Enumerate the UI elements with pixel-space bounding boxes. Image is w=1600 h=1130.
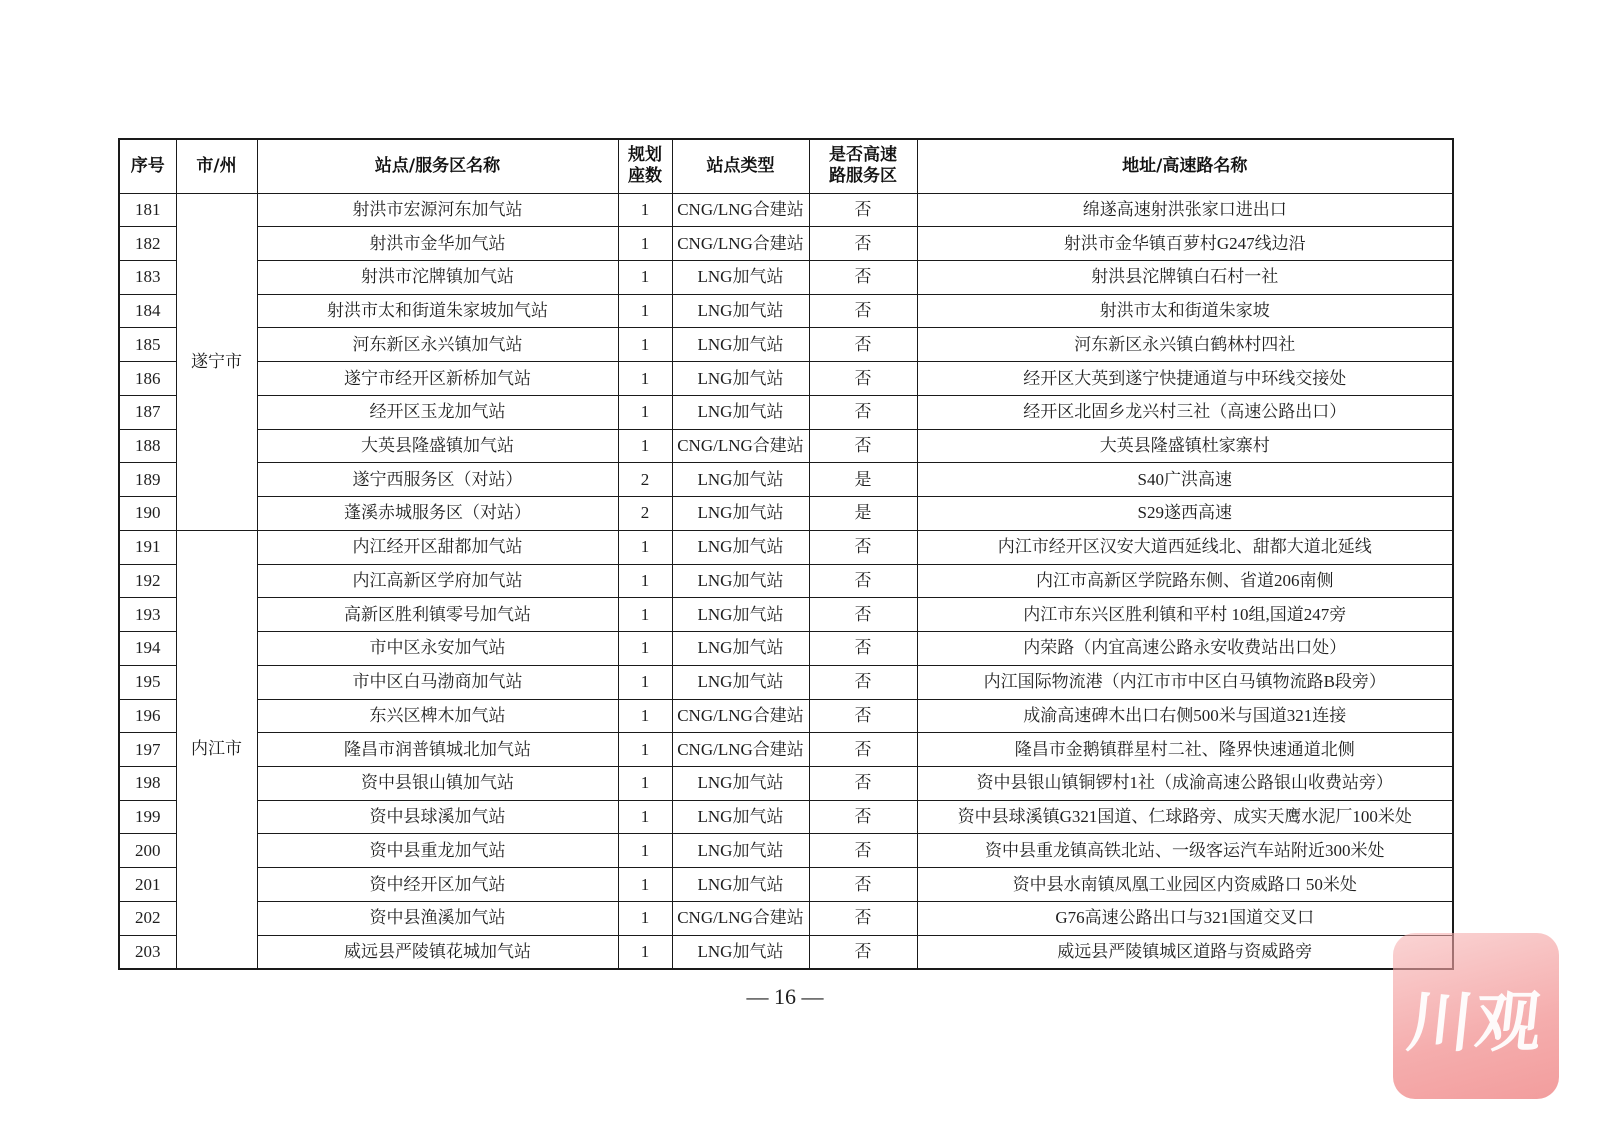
station-name-cell: 高新区胜利镇零号加气站 — [257, 598, 618, 632]
header-address: 地址/高速路名称 — [917, 139, 1453, 193]
station-type-cell: LNG加气站 — [672, 564, 809, 598]
header-planned-count-line2: 座数 — [628, 166, 662, 187]
highway-service-area-cell: 否 — [809, 598, 917, 632]
row-number-cell: 187 — [119, 395, 176, 429]
row-number-cell: 202 — [119, 901, 176, 935]
planned-count-cell: 1 — [618, 632, 672, 666]
watermark-logo — [1393, 933, 1559, 1099]
station-type-cell: LNG加气站 — [672, 497, 809, 531]
highway-service-area-cell: 否 — [809, 260, 917, 294]
station-name-cell: 资中县重龙加气站 — [257, 834, 618, 868]
highway-service-area-cell: 否 — [809, 193, 917, 227]
highway-service-area-cell: 否 — [809, 665, 917, 699]
row-number-cell: 198 — [119, 766, 176, 800]
station-type-cell: LNG加气站 — [672, 935, 809, 969]
station-type-cell: LNG加气站 — [672, 834, 809, 868]
planned-count-cell: 1 — [618, 362, 672, 396]
table-row — [119, 362, 1453, 396]
station-name-cell: 射洪市太和街道朱家坡加气站 — [257, 294, 618, 328]
watermark-text: 川观 — [1403, 983, 1548, 1061]
address-cell: 资中县银山镇铜锣村1社（成渝高速公路银山收费站旁） — [917, 766, 1453, 800]
row-number-cell: 196 — [119, 699, 176, 733]
table-row — [119, 395, 1453, 429]
highway-service-area-cell: 否 — [809, 564, 917, 598]
row-number-cell: 183 — [119, 260, 176, 294]
station-name-cell: 大英县隆盛镇加气站 — [257, 429, 618, 463]
address-cell: 绵遂高速射洪张家口进出口 — [917, 193, 1453, 227]
highway-service-area-cell: 否 — [809, 766, 917, 800]
planned-count-cell: 1 — [618, 429, 672, 463]
highway-service-area-cell: 否 — [809, 294, 917, 328]
address-cell: 内江市经开区汉安大道西延线北、甜都大道北延线 — [917, 530, 1453, 564]
station-name-cell: 射洪市沱牌镇加气站 — [257, 260, 618, 294]
address-cell: 射洪市太和街道朱家坡 — [917, 294, 1453, 328]
table-row — [119, 463, 1453, 497]
address-cell: 成渝高速碑木出口右侧500米与国道321连接 — [917, 699, 1453, 733]
station-type-cell: CNG/LNG合建站 — [672, 733, 809, 767]
header-highway-line1: 是否高速 — [829, 145, 897, 166]
address-cell: 内江市高新区学院路东侧、省道206南侧 — [917, 564, 1453, 598]
highway-service-area-cell: 否 — [809, 901, 917, 935]
address-cell: 资中县水南镇凤凰工业园区内资威路口 50米处 — [917, 868, 1453, 902]
table-row — [119, 935, 1453, 969]
table-row — [119, 733, 1453, 767]
station-name-cell: 市中区永安加气站 — [257, 632, 618, 666]
planned-count-cell: 1 — [618, 901, 672, 935]
header-station-name: 站点/服务区名称 — [257, 139, 618, 193]
station-type-cell: LNG加气站 — [672, 868, 809, 902]
address-cell: 隆昌市金鹅镇群星村二社、隆界快速通道北侧 — [917, 733, 1453, 767]
table-row — [119, 429, 1453, 463]
address-cell: 内江国际物流港（内江市市中区白马镇物流路B段旁） — [917, 665, 1453, 699]
station-type-cell: CNG/LNG合建站 — [672, 429, 809, 463]
station-type-cell: CNG/LNG合建站 — [672, 227, 809, 261]
row-number-cell: 191 — [119, 530, 176, 564]
station-name-cell: 内江高新区学府加气站 — [257, 564, 618, 598]
planned-count-cell: 2 — [618, 497, 672, 531]
city-cell: 遂宁市 — [176, 193, 257, 530]
table-row — [119, 699, 1453, 733]
row-number-cell: 199 — [119, 800, 176, 834]
address-cell: 河东新区永兴镇白鹤林村四社 — [917, 328, 1453, 362]
address-cell: S29遂西高速 — [917, 497, 1453, 531]
highway-service-area-cell: 否 — [809, 935, 917, 969]
station-name-cell: 资中县球溪加气站 — [257, 800, 618, 834]
station-name-cell: 内江经开区甜都加气站 — [257, 530, 618, 564]
row-number-cell: 195 — [119, 665, 176, 699]
highway-service-area-cell: 否 — [809, 800, 917, 834]
station-name-cell: 资中县银山镇加气站 — [257, 766, 618, 800]
station-type-cell: LNG加气站 — [672, 766, 809, 800]
table-row — [119, 766, 1453, 800]
planned-count-cell: 1 — [618, 328, 672, 362]
planned-count-cell: 1 — [618, 564, 672, 598]
station-name-cell: 蓬溪赤城服务区（对站） — [257, 497, 618, 531]
station-name-cell: 隆昌市润普镇城北加气站 — [257, 733, 618, 767]
table-row — [119, 834, 1453, 868]
planned-count-cell: 1 — [618, 227, 672, 261]
station-type-cell: LNG加气站 — [672, 530, 809, 564]
station-name-cell: 射洪市金华加气站 — [257, 227, 618, 261]
station-name-cell: 遂宁西服务区（对站） — [257, 463, 618, 497]
station-name-cell: 东兴区椑木加气站 — [257, 699, 618, 733]
city-cell: 内江市 — [176, 530, 257, 969]
header-highway-service-area — [809, 139, 917, 193]
planned-count-cell: 1 — [618, 260, 672, 294]
header-station-type: 站点类型 — [672, 139, 809, 193]
planned-count-cell: 1 — [618, 193, 672, 227]
station-name-cell: 资中县渔溪加气站 — [257, 901, 618, 935]
highway-service-area-cell: 否 — [809, 632, 917, 666]
highway-service-area-cell: 否 — [809, 530, 917, 564]
station-type-cell: CNG/LNG合建站 — [672, 699, 809, 733]
station-type-cell: LNG加气站 — [672, 598, 809, 632]
station-name-cell: 资中经开区加气站 — [257, 868, 618, 902]
highway-service-area-cell: 否 — [809, 699, 917, 733]
table-row — [119, 564, 1453, 598]
table-row — [119, 665, 1453, 699]
address-cell: 经开区北固乡龙兴村三社（高速公路出口） — [917, 395, 1453, 429]
planned-count-cell: 1 — [618, 294, 672, 328]
table-row — [119, 497, 1453, 531]
planned-count-cell: 1 — [618, 834, 672, 868]
planned-count-cell: 1 — [618, 800, 672, 834]
stations-table — [118, 138, 1454, 970]
row-number-cell: 184 — [119, 294, 176, 328]
row-number-cell: 189 — [119, 463, 176, 497]
header-highway-line2: 路服务区 — [829, 166, 897, 187]
planned-count-cell: 1 — [618, 665, 672, 699]
station-name-cell: 遂宁市经开区新桥加气站 — [257, 362, 618, 396]
table-row — [119, 294, 1453, 328]
address-cell: 内荣路（内宜高速公路永安收费站出口处） — [917, 632, 1453, 666]
station-type-cell: LNG加气站 — [672, 665, 809, 699]
planned-count-cell: 1 — [618, 935, 672, 969]
highway-service-area-cell: 是 — [809, 463, 917, 497]
row-number-cell: 201 — [119, 868, 176, 902]
row-number-cell: 185 — [119, 328, 176, 362]
station-name-cell: 市中区白马渤商加气站 — [257, 665, 618, 699]
row-number-cell: 190 — [119, 497, 176, 531]
station-name-cell: 河东新区永兴镇加气站 — [257, 328, 618, 362]
address-cell: G76高速公路出口与321国道交叉口 — [917, 901, 1453, 935]
planned-count-cell: 2 — [618, 463, 672, 497]
address-cell: 资中县球溪镇G321国道、仁球路旁、成实天鹰水泥厂100米处 — [917, 800, 1453, 834]
address-cell: 威远县严陵镇城区道路与资威路旁 — [917, 935, 1453, 969]
planned-count-cell: 1 — [618, 733, 672, 767]
station-name-cell: 经开区玉龙加气站 — [257, 395, 618, 429]
address-cell: 经开区大英到遂宁快捷通道与中环线交接处 — [917, 362, 1453, 396]
station-type-cell: CNG/LNG合建站 — [672, 193, 809, 227]
header-planned-count-line1: 规划 — [628, 145, 662, 166]
table-body — [119, 193, 1453, 969]
row-number-cell: 200 — [119, 834, 176, 868]
header-city: 市/州 — [176, 139, 257, 193]
highway-service-area-cell: 否 — [809, 733, 917, 767]
highway-service-area-cell: 否 — [809, 362, 917, 396]
table-row — [119, 193, 1453, 227]
row-number-cell: 193 — [119, 598, 176, 632]
planned-count-cell: 1 — [618, 699, 672, 733]
station-type-cell: LNG加气站 — [672, 362, 809, 396]
address-cell: 大英县隆盛镇杜家寨村 — [917, 429, 1453, 463]
row-number-cell: 203 — [119, 935, 176, 969]
address-cell: 射洪市金华镇百萝村G247线边沿 — [917, 227, 1453, 261]
address-cell: 资中县重龙镇高铁北站、一级客运汽车站附近300米处 — [917, 834, 1453, 868]
address-cell: 射洪县沱牌镇白石村一社 — [917, 260, 1453, 294]
station-type-cell: LNG加气站 — [672, 632, 809, 666]
address-cell: S40广洪高速 — [917, 463, 1453, 497]
highway-service-area-cell: 是 — [809, 497, 917, 531]
planned-count-cell: 1 — [618, 868, 672, 902]
table-row — [119, 260, 1453, 294]
row-number-cell: 192 — [119, 564, 176, 598]
highway-service-area-cell: 否 — [809, 429, 917, 463]
station-type-cell: LNG加气站 — [672, 800, 809, 834]
planned-count-cell: 1 — [618, 766, 672, 800]
header-row — [119, 139, 1453, 193]
row-number-cell: 194 — [119, 632, 176, 666]
header-planned-count — [618, 139, 672, 193]
planned-count-cell: 1 — [618, 598, 672, 632]
table-row — [119, 227, 1453, 261]
station-type-cell: LNG加气站 — [672, 260, 809, 294]
page-number: — 16 — — [746, 984, 824, 1009]
highway-service-area-cell: 否 — [809, 868, 917, 902]
station-name-cell: 射洪市宏源河东加气站 — [257, 193, 618, 227]
row-number-cell: 188 — [119, 429, 176, 463]
table-row — [119, 901, 1453, 935]
table-row — [119, 868, 1453, 902]
highway-service-area-cell: 否 — [809, 395, 917, 429]
station-type-cell: LNG加气站 — [672, 395, 809, 429]
table-row — [119, 328, 1453, 362]
highway-service-area-cell: 否 — [809, 227, 917, 261]
station-type-cell: LNG加气站 — [672, 294, 809, 328]
row-number-cell: 197 — [119, 733, 176, 767]
station-type-cell: LNG加气站 — [672, 463, 809, 497]
station-type-cell: LNG加气站 — [672, 328, 809, 362]
address-cell: 内江市东兴区胜利镇和平村 10组,国道247旁 — [917, 598, 1453, 632]
highway-service-area-cell: 否 — [809, 328, 917, 362]
planned-count-cell: 1 — [618, 395, 672, 429]
row-number-cell: 182 — [119, 227, 176, 261]
table-row — [119, 598, 1453, 632]
row-number-cell: 181 — [119, 193, 176, 227]
station-name-cell: 威远县严陵镇花城加气站 — [257, 935, 618, 969]
station-type-cell: CNG/LNG合建站 — [672, 901, 809, 935]
planned-count-cell: 1 — [618, 530, 672, 564]
row-number-cell: 186 — [119, 362, 176, 396]
highway-service-area-cell: 否 — [809, 834, 917, 868]
table-row — [119, 530, 1453, 564]
header-seq: 序号 — [119, 139, 176, 193]
table-row — [119, 800, 1453, 834]
table-row — [119, 632, 1453, 666]
table-header — [119, 139, 1453, 193]
